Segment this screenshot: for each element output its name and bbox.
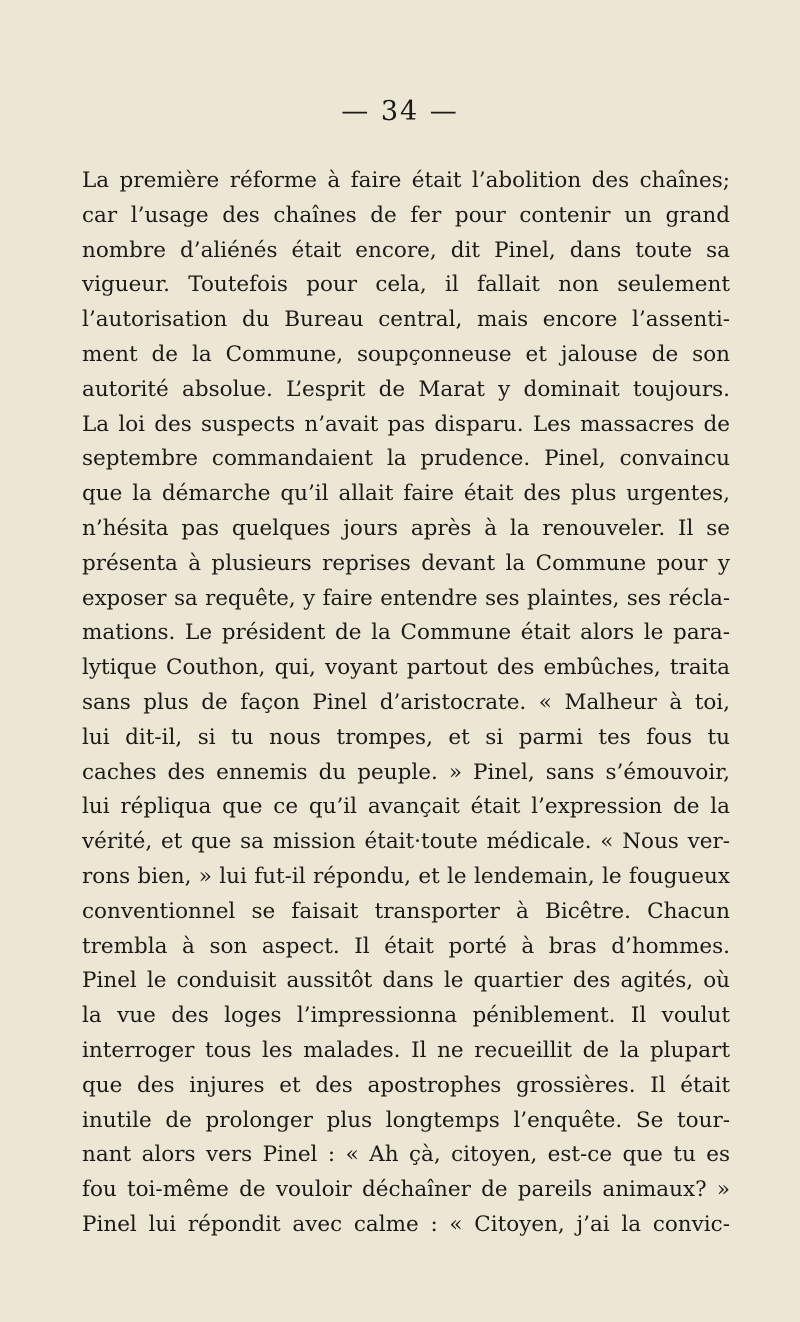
text-line: inutile de prolonger plus longtemps l’enquête. Se tour-	[82, 1107, 730, 1133]
text-line: Pinel lui répondit avec calme : « Citoyen, j’ai la convic-	[82, 1211, 730, 1237]
text-line: vigueur. Toutefois pour cela, il fallait non seulement	[82, 272, 730, 298]
text-line: La loi des suspects n’avait pas disparu. Les massacres de	[82, 411, 730, 437]
text-line: La première réforme à faire était l’abolition des chaînes;	[82, 168, 730, 193]
text-line: vérité, et que sa mission était·toute médicale. « Nous ver-	[82, 829, 730, 855]
text-line: trembla à son aspect. Il était porté à bras d’hommes.	[82, 933, 730, 959]
text-line: autorité absolue. L’esprit de Marat y dominait toujours.	[82, 376, 730, 402]
text-line: lui dit-il, si tu nous trompes, et si parmi tes fous tu	[82, 724, 730, 750]
text-line: caches des ennemis du peuple. » Pinel, sans s’émouvoir,	[82, 759, 730, 785]
text-line: que des injures et des apostrophes grossières. Il était	[82, 1072, 730, 1098]
text-line: que la démarche qu’il allait faire était des plus urgentes,	[82, 481, 730, 507]
text-line: nombre d’aliénés était encore, dit Pinel, dans toute sa	[82, 237, 730, 263]
text-line: fou toi-même de vouloir déchaîner de pareils animaux? »	[82, 1177, 730, 1203]
text-line: nant alors vers Pinel : « Ah çà, citoyen, est-ce que tu es	[82, 1142, 730, 1168]
text-line: présenta à plusieurs reprises devant la Commune pour y	[82, 550, 730, 576]
text-line: mations. Le président de la Commune était alors le para-	[82, 620, 730, 646]
text-line: l’autorisation du Bureau central, mais encore l’assenti-	[82, 307, 730, 333]
text-line: n’hésita pas quelques jours après à la renouveler. Il se	[82, 515, 730, 541]
text-line: conventionnel se faisait transporter à Bicêtre. Chacun	[82, 898, 730, 924]
body-text	[82, 164, 730, 1243]
text-line: car l’usage des chaînes de fer pour contenir un grand	[82, 202, 730, 228]
text-line: exposer sa requête, y faire entendre ses plaintes, ses récla-	[82, 585, 730, 611]
text-line: sans plus de façon Pinel d’aristocrate. « Malheur à toi,	[82, 689, 730, 715]
text-line: interroger tous les malades. Il ne recueillit de la plupart	[82, 1037, 730, 1063]
text-line: Pinel le conduisit aussitôt dans le quartier des agités, où	[82, 968, 730, 994]
text-line: ment de la Commune, soupçonneuse et jalouse de son	[82, 341, 730, 367]
text-line: rons bien, » lui fut-il répondu, et le lendemain, le fougueux	[82, 863, 730, 889]
text-line: la vue des loges l’impressionna péniblement. Il voulut	[82, 1003, 730, 1029]
text-line: lytique Couthon, qui, voyant partout des embûches, traita	[82, 655, 730, 681]
text-line: septembre commandaient la prudence. Pinel, convaincu	[82, 446, 730, 472]
page-number: — 34 —	[341, 96, 459, 127]
text-line: lui répliqua que ce qu’il avançait était l’expression de la	[82, 794, 730, 820]
